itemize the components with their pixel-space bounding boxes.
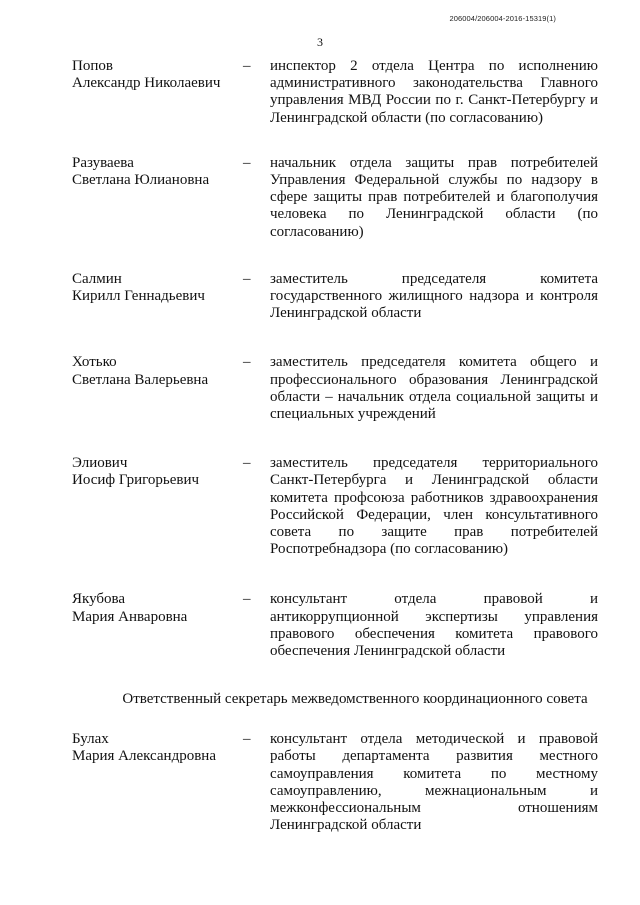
member-position: консультант отдела методической и правовой работы департамента развития местного самоуправления комитета по местному самоуправлению, межнациональным и межконфессиональным отношениям Ленинградской области — [270, 731, 598, 834]
member-dash: – — [243, 731, 251, 748]
member-name — [72, 155, 240, 189]
document-id: 206004/206004-2016-15319(1) — [449, 14, 556, 23]
member-surname: Якубова — [72, 591, 126, 608]
member-surname: Хотько — [72, 354, 117, 371]
member-entry-salmin — [72, 271, 598, 323]
member-name — [72, 58, 240, 92]
member-dash: – — [243, 591, 251, 608]
page-number: 3 — [317, 35, 323, 49]
member-dash: – — [243, 58, 251, 74]
member-name — [72, 271, 240, 305]
member-position: начальник отдела защиты прав потребителей Управления Федеральной службы по надзору в сфере защиты прав потребителей и благополучия человека по Ленинградской области (по согласованию) — [270, 154, 598, 240]
member-position: заместитель председателя территориального Санкт-Петербурга и Ленинградской области комитета профсоюза работников здравоохранения Российской Федерации, член консультативного совета по защите прав потребителей Роспотребнадзора (по согласованию) — [270, 455, 598, 558]
member-entry-yakubova — [72, 591, 598, 660]
member-surname: Попов — [72, 58, 113, 74]
member-surname: Элиович — [72, 455, 128, 472]
member-dash: – — [243, 455, 251, 472]
members-list — [72, 58, 598, 835]
member-surname: Салмин — [72, 270, 122, 287]
member-given-names: Мария Анваровна — [72, 608, 188, 625]
member-name — [72, 731, 240, 765]
member-entry-razuvaeva — [72, 155, 598, 241]
member-position: консультант отдела правовой и антикоррупционной экспертизы управления правового обеспечения комитета правового обеспечения Ленинградской области — [270, 591, 598, 660]
member-name — [72, 455, 240, 489]
member-surname: Разуваева — [72, 154, 134, 171]
member-name — [72, 354, 240, 388]
member-position: инспектор 2 отдела Центра по исполнению административного законодательства Главного управления МВД России по г. Санкт-Петербургу и Ленинградской области (по согласованию) — [270, 58, 598, 126]
member-entry-bulah — [72, 731, 598, 834]
secretary-section-title: Ответственный секретарь межведомственного координационного совета — [122, 691, 588, 708]
member-entry-popov — [72, 58, 598, 127]
member-position: заместитель председателя комитета государственного жилищного надзора и контроля Ленинградской области — [270, 270, 598, 322]
member-given-names: Кирилл Геннадьевич — [72, 288, 205, 305]
member-given-names: Светлана Юлиановна — [72, 172, 210, 189]
member-given-names: Мария Александровна — [72, 748, 216, 765]
member-entry-eliovich — [72, 455, 598, 558]
member-surname: Булах — [72, 731, 109, 748]
member-given-names: Иосиф Григорьевич — [72, 472, 200, 489]
member-given-names: Александр Николаевич — [72, 75, 221, 92]
member-given-names: Светлана Валерьевна — [72, 371, 209, 388]
member-dash: – — [243, 154, 251, 171]
member-position: заместитель председателя комитета общего и профессионального образования Ленинградской области – начальник отдела социальной защиты и специальных учреждений — [270, 354, 598, 423]
member-entry-hotko — [72, 354, 598, 423]
member-dash: – — [243, 354, 251, 371]
member-dash: – — [243, 270, 251, 287]
member-name — [72, 591, 240, 625]
